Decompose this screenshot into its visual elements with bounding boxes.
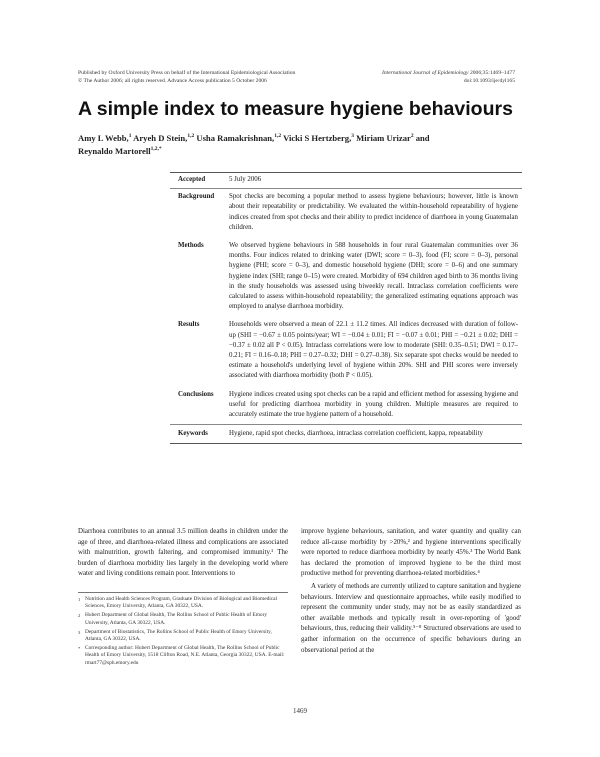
author-affiliation: 3 — [351, 133, 355, 139]
author-affiliation: 1 — [128, 133, 132, 139]
journal-name: International Journal of Epidemiology — [381, 70, 469, 76]
author-affiliation: 1,2 — [274, 133, 282, 139]
results-text: Households were observed a mean of 22.1 ± 11.2 times. All indices decreased with duration of follow-up (SHI = −0.67 ± 0.05 points/year; WI = −0.04 ± 0.01; FI = −0.07 ± 0.01; PHI = −0.21 ± 0.02; DHI = −0.37 ± 0.02 all P < 0.05). Intraclass correlations were low to moderate (SHI: 0.35–0.51; DWI = 0.17–0.21; FI = 0.16–0.18; PHI = 0.27–0.32; DHI = 0.27–0.38). Six separate spot checks would be needed to estimate a household's underlying level of hygiene within 20%. SHI and PHI scores were inversely associated with diarrhoea morbidity (both P < 0.05). — [229, 321, 518, 380]
journal-header-right — [315, 69, 515, 85]
footnote — [78, 629, 288, 643]
footnote-marker: * — [78, 646, 81, 652]
keywords-label: Keywords — [178, 430, 208, 438]
abstract-row-accepted — [170, 173, 522, 188]
methods-label: Methods — [178, 242, 204, 250]
author-name: Aryeh D Stein, — [133, 132, 188, 143]
footnote-marker: 2 — [78, 613, 81, 619]
body-column-left — [78, 527, 288, 580]
footnote — [78, 645, 288, 667]
author-name: Usha Ramakrishnan, — [196, 132, 275, 143]
paper-title: A simple index to measure hygiene behaviours — [78, 98, 513, 120]
accepted-date: 5 July 2006 — [229, 176, 262, 183]
methods-text: We observed hygiene behaviours in 588 households in four rural Guatemalan communities over 36 months. Four indices related to drinking water (DWI; score = 0–3), food (FI; score = 0–3), personal hygiene (PHI; score = 0–3), and domestic household hygiene (DHI; score = 0–6) and one summary hygiene index (SHI; range 0–15) were created. Morbidity of 694 children aged birth to 36 months living in the study households was assessed using biweekly recall. Intraclass correlation coefficients were calculated to assess within-household repeatability; the generalized estimating equations approach was employed to analyse diarrhoea morbidity. — [229, 242, 518, 311]
doi-line: doi:10.1093/ije/dyl165 — [463, 78, 515, 84]
background-text: Spot checks are becoming a popular method to assess hygiene behaviours; however, little is known about their repeatability or predictability. We evaluated the within-household repeatability of hygiene indices created from spot checks and their ability to predict incidence of diarrhoea in young Guatemalan children. — [229, 193, 518, 231]
author-name: Reynaldo Martorell — [78, 145, 151, 156]
background-label: Background — [178, 193, 215, 201]
body-paragraph: Diarrhoea contributes to an annual 3.5 million deaths in children under the age of three, and diarrhoea-related illness and complications are associated with malnutrition, growth faltering, and compromised immunity.¹ The burden of diarrhoea morbidity lies largely in the developing world where water and living conditions remain poor. Interventions to — [78, 528, 288, 578]
results-label: Results — [178, 321, 200, 329]
body-column-right — [301, 527, 521, 656]
accepted-label: Accepted — [178, 176, 206, 183]
author-name: Amy L Webb, — [78, 132, 129, 143]
footnote — [78, 596, 288, 610]
journal-cite: 2006;35:1469–1477 — [469, 70, 515, 76]
abstract-row-methods — [170, 237, 522, 316]
conclusions-label: Conclusions — [178, 390, 214, 398]
footnote-text: Department of Biostatistics, The Rollins School of Public Health of Emory University, Atlanta, GA 30322, USA. — [85, 628, 272, 643]
author-name: Vicki S Hertzberg, — [283, 132, 352, 143]
abstract-row-conclusions — [170, 386, 522, 425]
journal-citation — [315, 69, 515, 77]
author-affiliation: 2 — [410, 133, 414, 139]
conclusions-text: Hygiene indices created using spot checks can be a rapid and efficient method for assessing hygiene and useful for predicting diarrhoea morbidity in young children. Multiple measures are required to accurately estimate the true hygiene pattern of a household. — [229, 390, 518, 419]
footnote-text: Hubert Department of Global Health, The Rollins School of Public Health of Emory University, Atlanta, GA 30322, USA. — [85, 612, 268, 626]
author-affiliation: 1,2,* — [150, 145, 162, 152]
author-list — [78, 131, 533, 157]
abstract-row-results — [170, 316, 522, 385]
keywords-text: Hygiene, rapid spot checks, diarrhoea, intraclass correlation coefficient, kappa, repeatability — [229, 430, 483, 438]
copyright-line: © The Author 2006; all rights reserved. Advance Access publication 5 October 2006 — [78, 78, 267, 84]
affiliation-footnotes — [78, 592, 288, 669]
footnote — [78, 612, 288, 626]
page-number: 1469 — [293, 707, 307, 715]
abstract-row-background — [170, 189, 522, 237]
author-name: Miriam Urizar — [356, 132, 411, 143]
author-conjunction: and — [415, 132, 430, 143]
body-paragraph: improve hygiene behaviours, sanitation, and water quantity and quality can reduce all-cause morbidity by >20%,² and hygiene interventions specifically were reported to reduce diarrhoea morbidity by nearly 45%.³ The World Bank has declared the promotion of improved hygiene to be the third most productive method for preventing diarrhoea-related morbidities.⁴ — [301, 528, 521, 578]
footnote-marker: 1 — [78, 597, 81, 602]
footnote-text: Nutrition and Health Sciences Program, Graduate Division of Biological and Biomedical Sciences, Emory University, Atlanta, GA 30322, USA. — [85, 596, 278, 610]
abstract-box — [170, 172, 522, 444]
abstract-row-keywords — [170, 425, 522, 443]
footnote-text: Corresponding author: Hubert Department of Global Health, The Rollins School of Public Health of Emory University, 1518 Clifton Road, N.E. Atlanta, Georgia 30322, USA. E-mail: rmart77@sph.emory.edu — [85, 645, 285, 666]
publisher-line: Published by Oxford University Press on behalf of the International Epidemiological Association — [78, 70, 296, 76]
author-affiliation: 1,2 — [187, 133, 195, 139]
body-paragraph: A variety of methods are currently utilized to capture sanitation and hygiene behaviours. Interview and questionnaire approaches, while easily modified to represent the community under study, may not be as easily standardized as other available methods and typically result in over-reporting of 'good' behaviours, thus, reducing their validity.⁵⁻⁸ Structured observations are used to gather information on the occurrence of specific behaviours during an observational period at the — [301, 582, 521, 654]
footnote-marker: 3 — [78, 629, 81, 635]
